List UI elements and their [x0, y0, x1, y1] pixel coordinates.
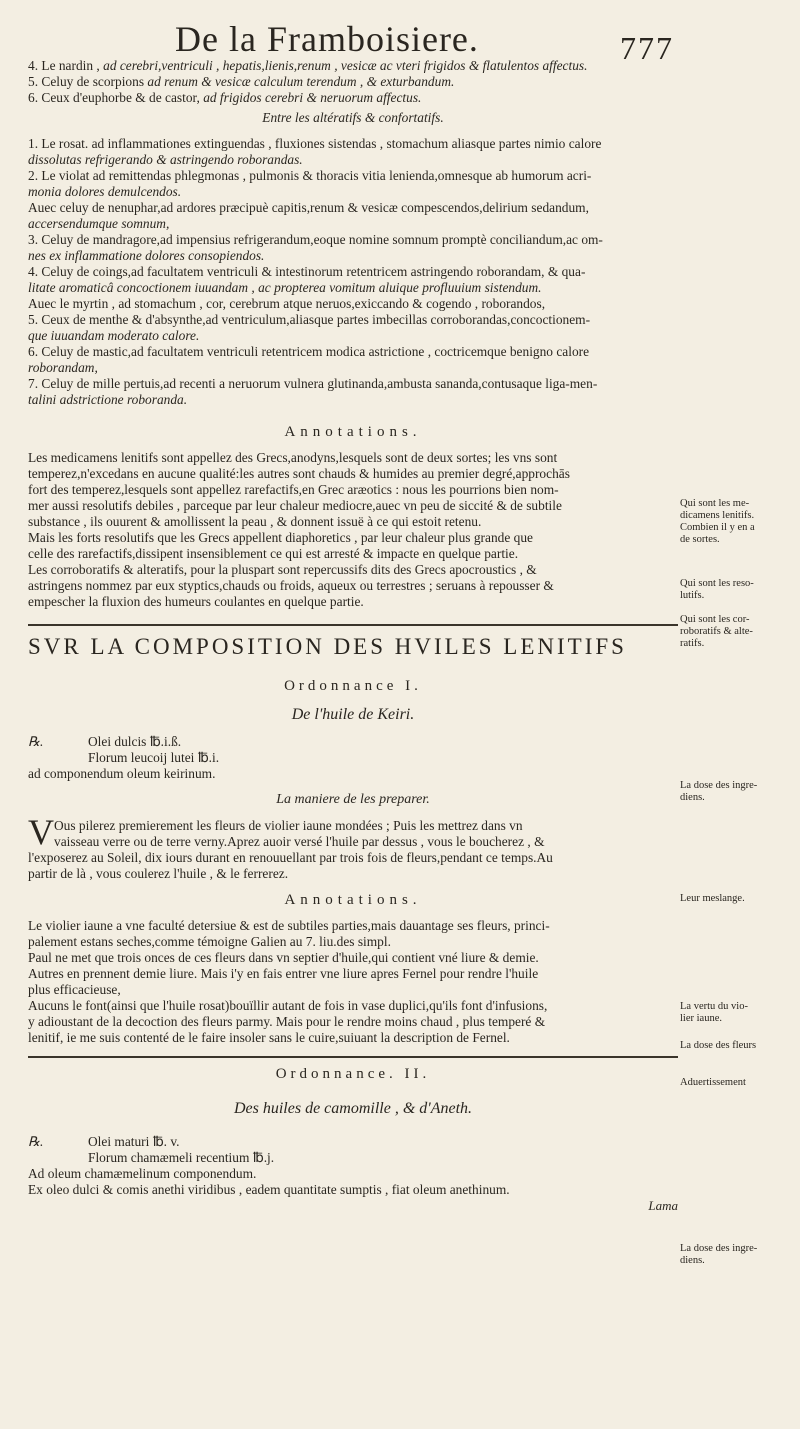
annotations-heading: Annotations.	[284, 892, 422, 908]
prep-heading: La maniere de les preparer.	[276, 792, 430, 807]
paragraph-line: Aucuns le font(ainsi que l'huile rosat)bouïllir autant de fois in vase duplici,qu'ils font d'infusions,	[28, 998, 548, 1013]
margin-note: La dose des ingre- diens.	[680, 780, 758, 803]
list-item: 4. Le nardin , ad cerebri,ventriculi , hepatis,lienis,renum , vesicæ ac vteri frigidos & flatulentos affectus.	[28, 58, 588, 73]
paragraph-line: Ous pilerez premierement les fleurs de violier iaune mondées ; Puis les mettrez dans vn	[54, 818, 523, 833]
ingredient: Ad oleum chamæmelinum componendum.	[28, 1166, 257, 1181]
prep-paragraph	[28, 812, 678, 852]
paragraph-line: Les corroboratifs & alteratifs, pour la pluspart sont repercussifs dits des Grecs apocroustics , &	[28, 562, 537, 577]
recipe-symbol: ℞.	[28, 734, 44, 749]
margin-note: La vertu du vio- lier iaune.	[680, 1001, 748, 1024]
paragraph-line: substance , ils ouurent & amollissent la peau , & donnent issuë à ce qui estoit retenu.	[28, 514, 482, 529]
margin-note: La dose des fleurs	[680, 1040, 757, 1051]
list-item-line: roborandam,	[28, 360, 98, 375]
paragraph-line: palement estans seches,comme témoigne Galien au 7. liu.des simpl.	[28, 934, 391, 949]
ingredient: Florum chamæmeli recentium ℔.j.	[88, 1150, 275, 1165]
margin-note: Leur meslange.	[680, 893, 745, 904]
list-item-line: 7. Celuy de mille pertuis,ad recenti a neruorum vulnera glutinanda,ambusta sananda,contusaque liga-men-	[28, 376, 598, 391]
margin-note: Aduertissement	[680, 1077, 746, 1088]
paragraph-line: Mais les forts resolutifs que les Grecs appellent diaphoretics , par leur chaleur plus grande que	[28, 530, 533, 545]
paragraph-line: Autres en prennent demie liure. Mais i'y en fais entrer vne liure apres Fernel pour rendre l'huile	[28, 966, 539, 981]
list-item-line: 3. Celuy de mandragore,ad impensius refrigerandum,eoque nomine somnum promptè conciliandum,ac om-	[28, 232, 603, 247]
annotations-heading: Annotations.	[284, 424, 422, 440]
page-number: 777	[620, 30, 674, 66]
ingredient: Ex oleo dulci & comis anethi viridibus , eadem quantitate sumptis , fiat oleum anethinum.	[28, 1182, 510, 1197]
paragraph-line: l'exposerez au Soleil, dix iours durant en renouuellant par trois fois de fleurs,pendant ce temps.Au	[28, 850, 553, 865]
list-item-line: nes ex inflammatione dolores consopiendos.	[28, 248, 265, 263]
list-item-line: 1. Le rosat. ad inflammationes extinguendas , fluxiones sistendas , stomachum aliasque partes nimio calore	[28, 136, 602, 151]
paragraph-line: fort des temperez,lesquels sont appellez rarefactifs,en Grec aræotics : nous les pourrions bien nom-	[28, 482, 559, 497]
list-item-line: monia dolores demulcendos.	[28, 184, 182, 199]
recipe-2	[28, 1134, 678, 1198]
list-item-line: accersendumque somnum,	[28, 216, 170, 231]
divider-rule	[28, 1056, 678, 1058]
running-title: De la Framboisiere.	[175, 19, 479, 59]
list-item-line: 4. Celuy de coings,ad facultatem ventriculi & intestinorum retentricem astringendo roborandam, & qua-	[28, 264, 586, 279]
paragraph-line: lenitif, ie me suis contenté de le faire insoler sans le cuire,suiuant la description de Fernel.	[28, 1030, 510, 1045]
paragraph-line: y adioustant de la decoction des fleurs parmy. Mais pour le rendre moins chaud , plus temperé &	[28, 1014, 546, 1029]
recipe-title: De l'huile de Keiri.	[291, 706, 415, 723]
ingredient: Olei dulcis ℔.i.ß.	[88, 734, 182, 749]
list-item-line: 5. Ceux de menthe & d'absynthe,ad ventriculum,aliasque partes imbecillas corroborandas,concoctionem-	[28, 312, 591, 327]
paragraph-line: astringens nommez par eux styptics,chauds ou froids, aqueux ou terrestres ; seruans à repousser &	[28, 578, 554, 593]
paragraph-line: mer aussi resolutifs debiles , parceque par leur chaleur mediocre,auec vn peu de siccité & de subtile	[28, 498, 562, 513]
list-item-line: que iuuandam moderato calore.	[28, 328, 200, 343]
list-b	[28, 136, 678, 408]
section-title: SVR LA COMPOSITION DES HVILES LENITIFS	[28, 634, 627, 659]
list-a	[28, 58, 678, 106]
catchword: Lama	[648, 1198, 678, 1213]
paragraph-line: temperez,n'excedans en aucune qualité:les autres sont chauds & humides au premier degré,approchās	[28, 466, 570, 481]
paragraph-line: Le violier iaune a vne faculté detersiue & est de subtiles parties,mais dauantage ses fleurs, princi-	[28, 918, 550, 933]
annotations-2	[28, 918, 678, 1046]
list-item-line: 2. Le violat ad remittendas phlegmonas , pulmonis & thoracis vitia lenienda,omnesque ab humorum acri-	[28, 168, 592, 183]
subheading-alteratifs: Entre les altératifs & confortatifs.	[262, 110, 444, 125]
list-item-line: Auec celuy de nenuphar,ad ardores præcipuè capitis,renum & vesicæ compescendos,delirium sedandum,	[28, 200, 589, 215]
margin-note: La dose des ingre- diens.	[680, 1243, 758, 1266]
list-item-line: dissolutas refrigerando & astringendo roborandas.	[28, 152, 303, 167]
ingredient: ad componendum oleum keirinum.	[28, 766, 216, 781]
recipe-symbol: ℞.	[28, 1134, 44, 1149]
paragraph-line: partir de là , vous coulerez l'huile , & le ferrerez.	[28, 866, 289, 881]
margin-note: Qui sont les reso- lutifs.	[680, 578, 754, 601]
ordonnance-heading: Ordonnance. II.	[275, 1066, 431, 1082]
list-item-line: 6. Celuy de mastic,ad facultatem ventriculi retentricem modica astrictione , coctricemque benigno calore	[28, 344, 590, 359]
list-item: 6. Ceux d'euphorbe & de castor, ad frigidos cerebri & neruorum affectus.	[28, 90, 422, 105]
paragraph-line: Les medicamens lenitifs sont appellez des Grecs,anodyns,lesquels sont de deux sortes; les vns sont	[28, 450, 558, 465]
ordonnance-heading: Ordonnance I.	[284, 678, 422, 694]
main-text	[28, 58, 678, 1214]
divider-rule	[28, 624, 678, 626]
recipe-1	[28, 734, 678, 782]
paragraph-line: plus efficacieuse,	[28, 982, 121, 997]
margin-note: Qui sont les cor- roboratifs & alte- ratifs.	[680, 614, 753, 649]
ingredient: Florum leucoij lutei ℔.i.	[88, 750, 220, 765]
margin-note: Qui sont les me- dicamens lenitifs. Combien il y en a de sortes.	[680, 498, 755, 545]
drop-cap: V	[28, 812, 54, 852]
paragraph-line: celle des rarefactifs,dissipent insensiblement ce qui est arresté & impacte en quelque partie.	[28, 546, 519, 561]
ingredient: Olei maturi ℔. v.	[88, 1134, 180, 1149]
paragraph-line: Paul ne met que trois onces de ces fleurs dans vn septier d'huile,qui contient vné liure & demie.	[28, 950, 539, 965]
paragraph-line: vaisseau verre ou de terre verny.Aprez auoir versé l'huile par dessus , vous le boucherez , &	[54, 834, 545, 849]
list-item-line: litate aromaticâ concoctionem iuuandam , ac propterea vomitum aluique profluuium sistendum.	[28, 280, 542, 295]
recipe-title: Des huiles de camomille , & d'Aneth.	[233, 1100, 473, 1117]
list-item-line: Auec le myrtin , ad stomachum , cor, cerebrum atque neruos,exiccando & cogendo , roborandos,	[28, 296, 546, 311]
paragraph-line: empescher la fluxion des humeurs coulantes en quelque partie.	[28, 594, 364, 609]
list-item: 5. Celuy de scorpions ad renum & vesicæ calculum terendum , & exturbandum.	[28, 74, 455, 89]
annotations-1	[28, 450, 678, 610]
list-item-line: talini adstrictione roboranda.	[28, 392, 188, 407]
